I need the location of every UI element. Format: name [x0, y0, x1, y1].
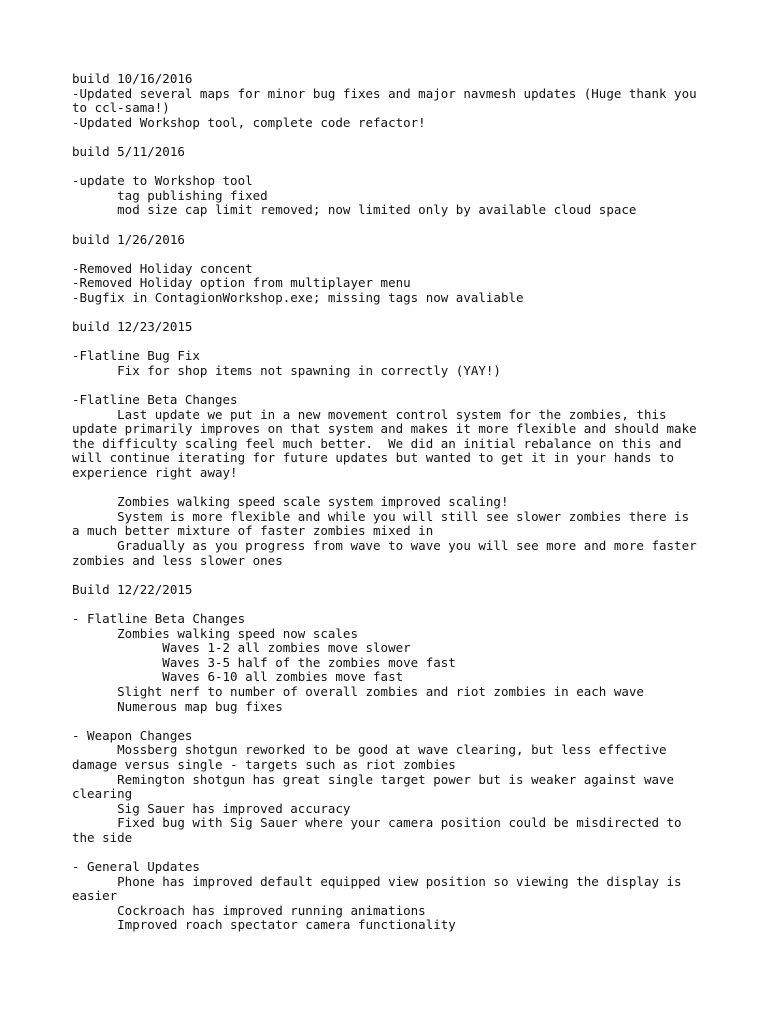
- document-line: a much better mixture of faster zombies mixed in: [72, 523, 434, 539]
- document-line: Numerous map bug fixes: [72, 698, 283, 714]
- document-line: build 12/23/2015: [72, 319, 193, 335]
- blank-line: [72, 160, 712, 175]
- document-line: -Flatline Bug Fix: [72, 348, 200, 364]
- document-body: [72, 72, 712, 933]
- document-line: experience right away!: [72, 465, 238, 481]
- document-line: damage versus single - targets such as riot zombies: [72, 756, 456, 772]
- document-line: System is more flexible and while you will still see slower zombies there is: [72, 508, 690, 524]
- document-line: -Flatline Beta Changes: [72, 392, 238, 408]
- document-line: Waves 3-5 half of the zombies move fast: [72, 654, 456, 670]
- document-line: Gradually as you progress from wave to wave you will see more and more faster: [72, 538, 697, 553]
- document-line: Phone has improved default equipped view position so viewing the display is: [72, 873, 682, 889]
- document-line: Waves 1-2 all zombies move slower: [72, 640, 411, 656]
- document-line: zombies and less slower ones: [72, 552, 283, 568]
- document-line: build 5/11/2016: [72, 143, 185, 159]
- document-line: Cockroach has improved running animations: [72, 902, 426, 918]
- document-line: the difficulty scaling feel much better. We did an initial rebalance on this and: [72, 435, 682, 451]
- document-line: -Bugfix in ContagionWorkshop.exe; missing tags now avaliable: [72, 289, 524, 305]
- blank-line: [72, 714, 712, 729]
- document-line: the side: [72, 829, 133, 845]
- document-line: build 1/26/2016: [72, 231, 185, 247]
- blank-line: [72, 568, 712, 583]
- blank-line: [72, 378, 712, 393]
- document-line: build 10/16/2016: [72, 71, 193, 86]
- document-line: to ccl-sama!): [72, 100, 170, 116]
- document-line: Sig Sauer has improved accuracy: [72, 800, 351, 816]
- blank-line: [72, 481, 712, 496]
- document-line: easier: [72, 888, 118, 904]
- document-line: Waves 6-10 all zombies move fast: [72, 669, 404, 685]
- blank-line: [72, 845, 712, 860]
- document-line: tag publishing fixed: [72, 187, 268, 203]
- blank-line: [72, 130, 712, 145]
- document-line: mod size cap limit removed; now limited only by available cloud space: [72, 202, 637, 218]
- document-line: Fix for shop items not spawning in correctly (YAY!): [72, 362, 501, 378]
- document-line: Slight nerf to number of overall zombies and riot zombies in each wave: [72, 683, 644, 699]
- blank-line: [72, 597, 712, 612]
- document-line: -Updated several maps for minor bug fixes and major navmesh updates (Huge thank you: [72, 85, 697, 101]
- blank-line: [72, 335, 712, 350]
- document-line: Zombies walking speed scale system improved scaling!: [72, 494, 509, 510]
- document-line: -update to Workshop tool: [72, 173, 253, 189]
- document-line: Last update we put in a new movement control system for the zombies, this: [72, 406, 667, 422]
- document-line: Build 12/22/2015: [72, 581, 193, 597]
- document-line: -Removed Holiday concent: [72, 260, 253, 276]
- blank-line: [72, 247, 712, 262]
- document-line: Mossberg shotgun reworked to be good at wave clearing, but less effective: [72, 742, 667, 758]
- document-line: Remington shotgun has great single target power but is weaker against wave: [72, 771, 675, 787]
- document-line: -Updated Workshop tool, complete code refactor!: [72, 114, 426, 130]
- blank-line: [72, 306, 712, 321]
- document-line: Improved roach spectator camera functionality: [72, 917, 456, 933]
- document-line: - Flatline Beta Changes: [72, 610, 246, 626]
- document-line: - General Updates: [72, 859, 200, 875]
- blank-line: [72, 218, 712, 233]
- document-line: Zombies walking speed now scales: [72, 625, 358, 641]
- document-line: -Removed Holiday option from multiplayer menu: [72, 275, 411, 291]
- document-line: Fixed bug with Sig Sauer where your camera position could be misdirected to: [72, 815, 682, 831]
- document-line: update primarily improves on that system and makes it more flexible and should make: [72, 421, 697, 437]
- document-line: - Weapon Changes: [72, 727, 193, 743]
- document-line: clearing: [72, 786, 133, 802]
- document-line: will continue iterating for future updates but wanted to get it in your hands to: [72, 450, 675, 466]
